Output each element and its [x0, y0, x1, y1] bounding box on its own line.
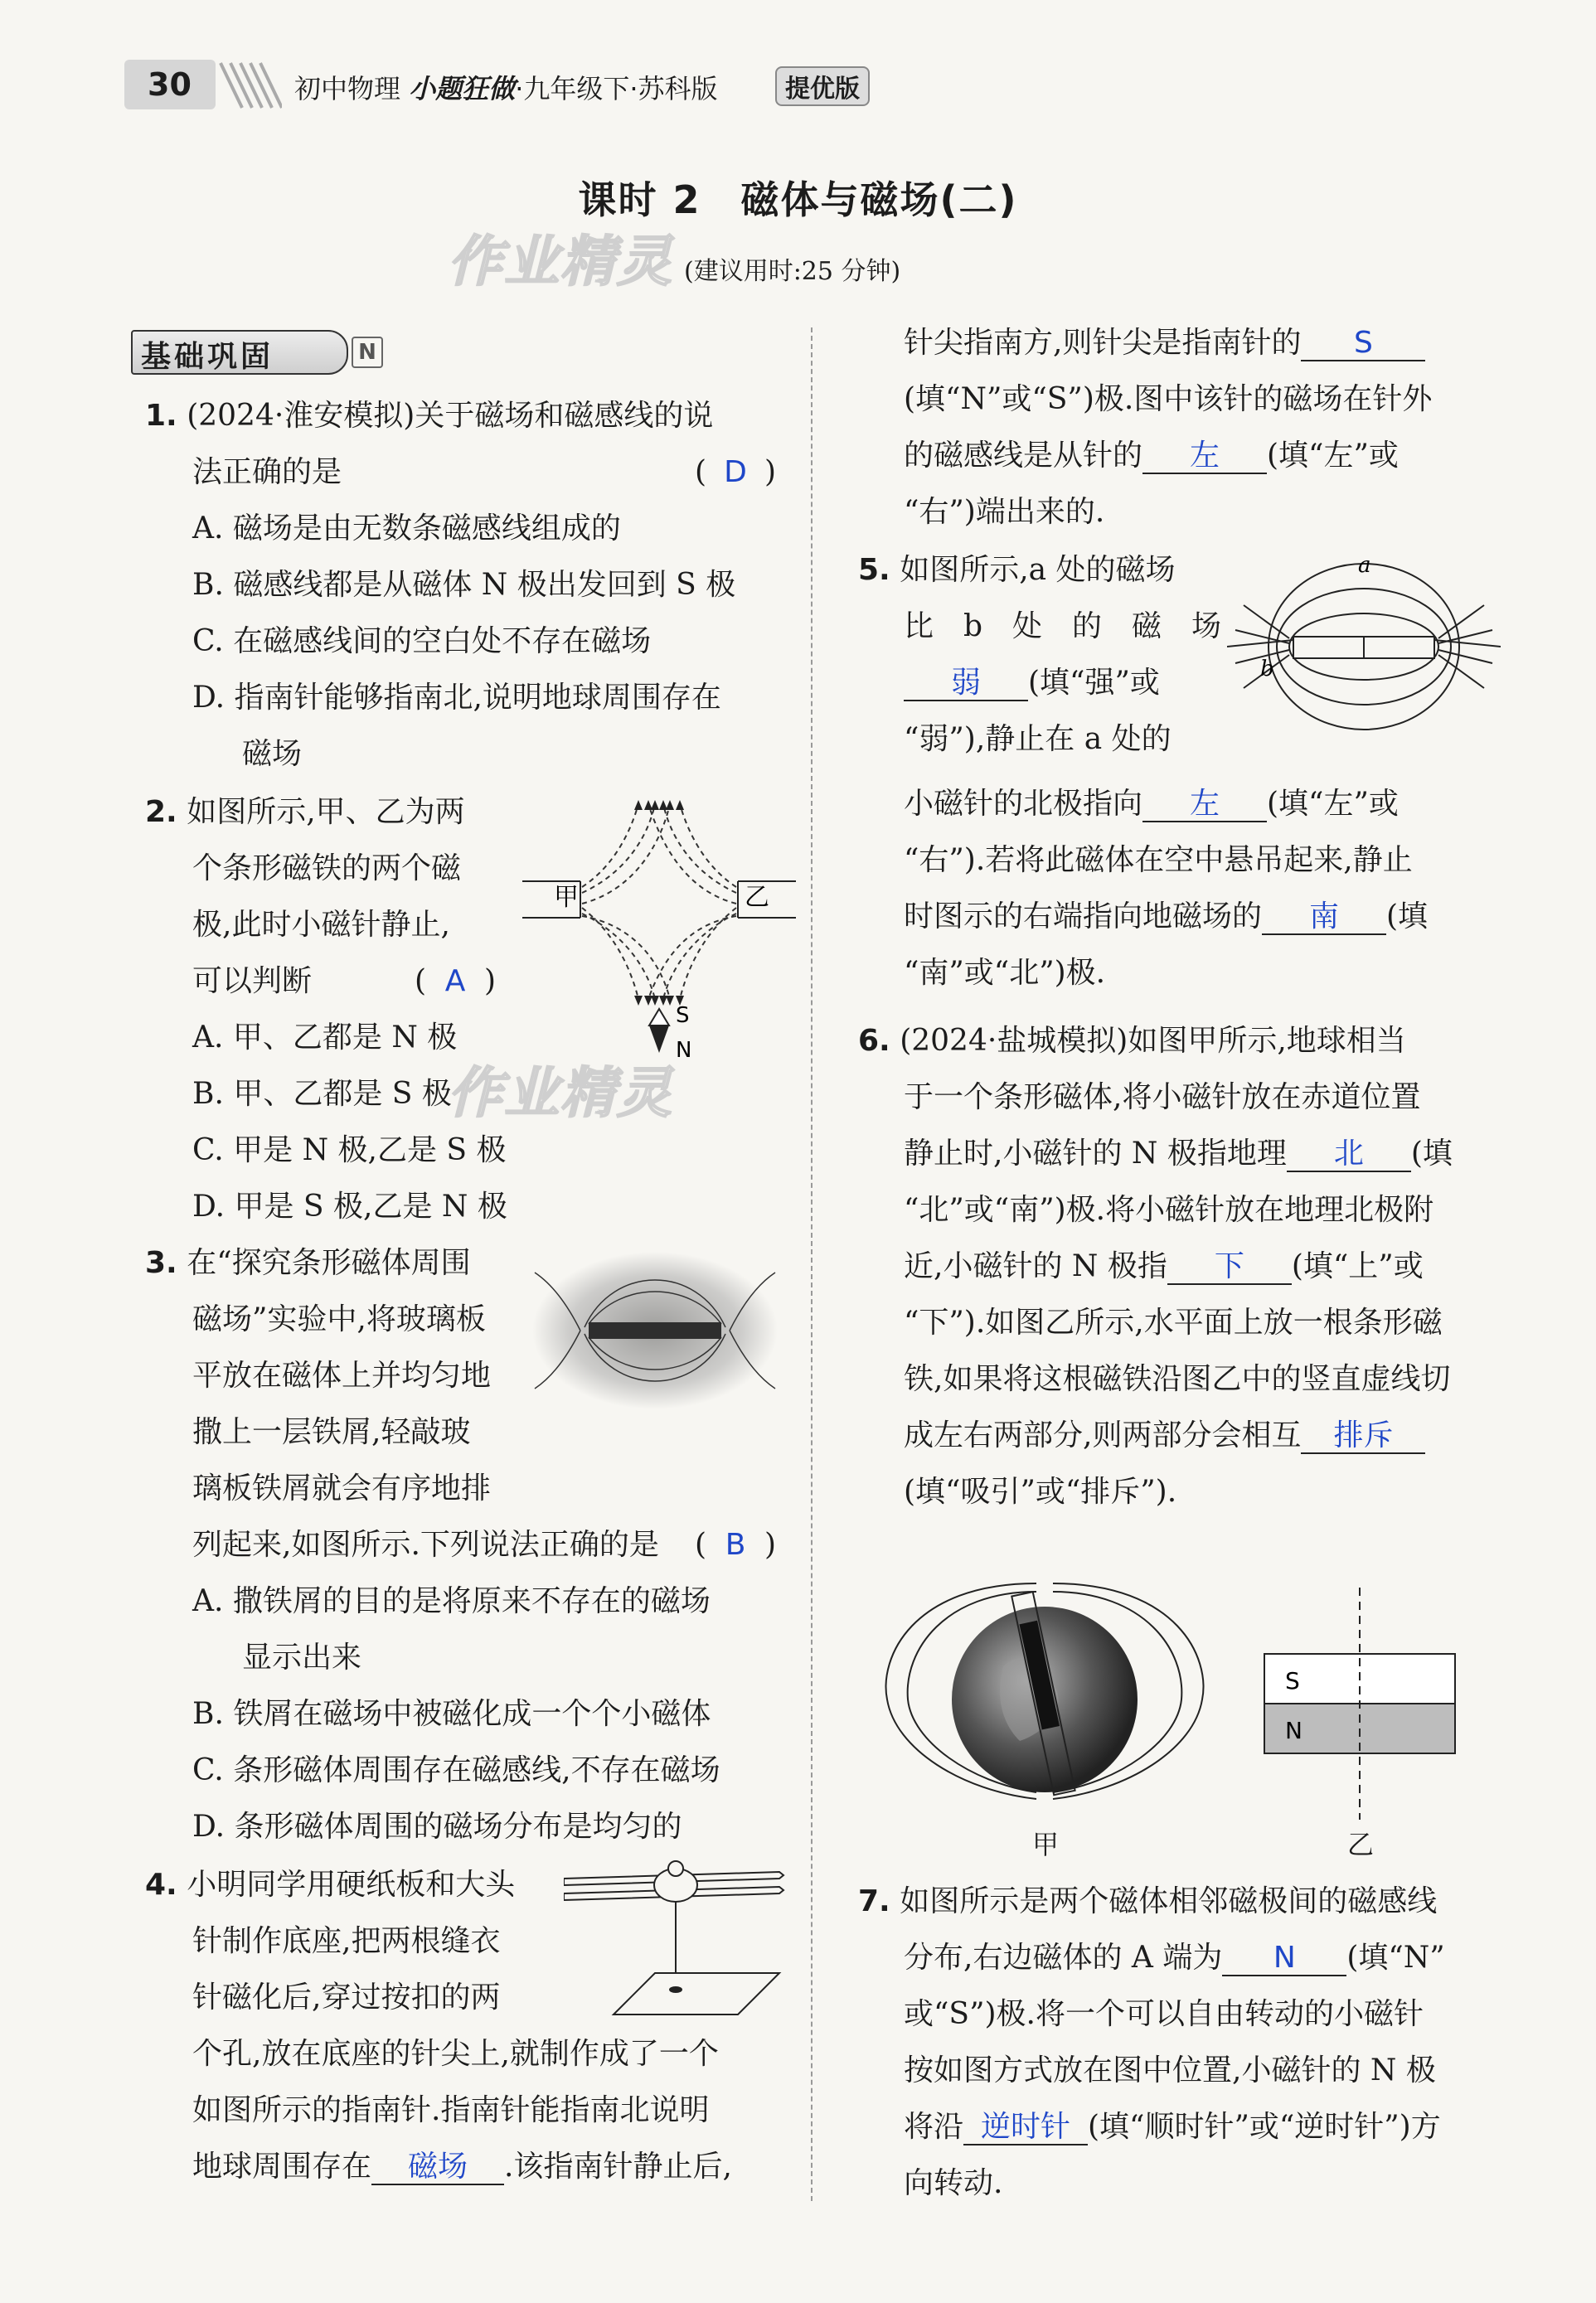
page-number: 30: [148, 66, 192, 103]
label-n: N: [676, 1038, 692, 1063]
q6-bar-magnet-figure: [1252, 1588, 1467, 1820]
q4-stem-4: 个孔,放在底座的针尖上,就制作成了一个: [192, 2037, 719, 2071]
q6-blank-3: 排斥: [1301, 1419, 1425, 1454]
q2-answer: ( A ): [415, 964, 497, 998]
point-b: b: [1260, 657, 1274, 681]
q7-stem-3: 或“S”)极.将一个可以自由转动的小磁针: [904, 1997, 1424, 2031]
label-yi: 乙: [1347, 1829, 1375, 1860]
q2-option-a: A. 甲、乙都是 N 极: [192, 1021, 458, 1055]
q3-iron-filings-figure: [531, 1248, 779, 1413]
brand: 小题狂做: [409, 73, 516, 104]
q6-stem-5: 近,小磁针的 N 极指 下 (填“上”或: [904, 1249, 1424, 1283]
edition-badge: 提优版: [775, 66, 870, 106]
q7-stem-6: 向转动.: [904, 2166, 1003, 2200]
grade: ·九年级下·苏科版: [515, 73, 718, 104]
q5-blank-2: 左: [1142, 788, 1267, 822]
q2-figure: [522, 800, 796, 1065]
q3-stem-6: 列起来,如图所示.下列说法正确的是: [192, 1528, 659, 1562]
label-jia: 甲: [554, 883, 579, 912]
page-title: 课时 2 磁体与磁场(二): [578, 177, 1018, 222]
q6-earth-figure: [879, 1575, 1210, 1824]
header-stripes: [217, 61, 282, 109]
section-label: 基础巩固: [141, 340, 274, 374]
needle-s-end: [649, 1009, 669, 1025]
q4-stem-1: 4. 小明同学用硬纸板和大头: [145, 1868, 516, 1902]
q4-stem-7: 针尖指南方,则针尖是指南针的 S: [904, 323, 1425, 363]
label-yi: 乙: [745, 883, 769, 912]
q3-stem-5: 璃板铁屑就会有序地排: [192, 1471, 492, 1505]
q5-stem-6: “右”).若将此磁体在空中悬吊起来,静止: [904, 843, 1413, 877]
q1-option-d: D. 指南针能够指南北,说明地球周围存在: [192, 681, 721, 715]
q1-option-c: C. 在磁感线间的空白处不存在磁场: [192, 624, 652, 658]
q5-stem-7: 时图示的右端指向地磁场的 南 (填: [904, 899, 1429, 933]
q4-stem-9: 的磁感线是从针的 左 (填“左”或: [904, 439, 1399, 473]
q4-blank-2: S: [1301, 327, 1425, 361]
q4-stem-10: “右”)端出来的.: [904, 495, 1105, 529]
subject: 初中物理: [294, 73, 401, 104]
running-header: [294, 68, 718, 106]
q6-stem-8: 成左右两部分,则两部分会相互 排斥: [904, 1416, 1425, 1456]
q5-blank-3: 南: [1262, 900, 1386, 935]
q2-option-c: C. 甲是 N 极,乙是 S 极: [192, 1133, 507, 1167]
label-jia: 甲: [1032, 1829, 1060, 1860]
q3-option-d: D. 条形磁体周围的磁场分布是均匀的: [192, 1810, 682, 1844]
q6-stem-6: “下”).如图乙所示,水平面上放一根条形磁: [904, 1306, 1443, 1340]
q6-stem-2: 于一个条形磁体,将小磁针放在赤道位置: [904, 1080, 1421, 1114]
q4-compass-figure: [564, 1857, 796, 2023]
q7-stem-4: 按如图方式放在图中位置,小磁针的 N 极: [904, 2053, 1436, 2087]
q7-stem-5: 将沿 逆时针 (填“顺时针”或“逆时针”)方: [904, 2110, 1441, 2144]
q5-stem-8: “南”或“北”)极.: [904, 956, 1106, 990]
q1-option-a: A. 磁场是由无数条磁感线组成的: [192, 512, 621, 545]
q3-option-a: A. 撒铁屑的目的是将原来不存在的磁场: [192, 1584, 711, 1618]
q5-stem-4: “弱”),静止在 a 处的: [904, 722, 1172, 756]
q7-stem-2: 分布,右边磁体的 A 端为 N (填“N”: [904, 1941, 1445, 1975]
q5-stem-1: 5. 如图所示,a 处的磁场: [858, 553, 1176, 587]
q3-stem-2: 磁场”实验中,将玻璃板: [192, 1302, 486, 1336]
q1-stem-1: 1. (2024·淮安模拟)关于磁场和磁感线的说: [145, 399, 714, 433]
q7-blank-2: 逆时针: [963, 2111, 1088, 2145]
label-s: S: [676, 1003, 690, 1028]
q3-option-b: B. 铁屑在磁场中被磁化成一个个小磁体: [192, 1697, 711, 1731]
q3-option-a-cont: 显示出来: [242, 1641, 362, 1675]
q4-stem-8: (填“N”或“S”)极.图中该针的磁场在针外: [904, 382, 1433, 416]
q6-stem-7: 铁,如果将这根磁铁沿图乙中的竖直虚线切: [904, 1362, 1451, 1396]
q3-stem-4: 撒上一层铁屑,轻敲玻: [192, 1415, 471, 1449]
q5-stem-3: 弱 (填“强”或: [904, 663, 1160, 703]
q6-blank-1: 北: [1287, 1137, 1411, 1172]
q2-option-b: B. 甲、乙都是 S 极: [192, 1077, 452, 1111]
column-divider: [811, 327, 813, 2201]
watermark-2: 作业精灵: [448, 1061, 673, 1125]
q1-stem-2: 法正确的是: [192, 455, 342, 489]
q4-stem-6: 地球周围存在 磁场 .该指南针静止后,: [192, 2150, 732, 2184]
label-n: N: [1285, 1717, 1303, 1744]
q3-answer: ( B ): [695, 1528, 777, 1562]
q1-option-d-cont: 磁场: [242, 737, 303, 771]
q2-stem-3: 极,此时小磁针静止,: [192, 908, 450, 942]
q4-stem-2: 针制作底座,把两根缝衣: [192, 1924, 501, 1958]
q2-stem-4: 可以判断: [192, 964, 313, 998]
suggested-time: (建议用时:25 分钟): [684, 257, 901, 286]
q4-stem-3: 针磁化后,穿过按扣的两: [192, 1981, 501, 2015]
bar-magnet: [589, 1322, 721, 1339]
q3-stem-1: 3. 在“探究条形磁体周围: [145, 1246, 471, 1280]
q5-blank-1: 弱: [904, 667, 1028, 701]
q5-field-lines-figure: [1227, 547, 1501, 746]
label-s: S: [1285, 1667, 1300, 1695]
q6-stem-4: “北”或“南”)极.将小磁针放在地理北极附: [904, 1193, 1434, 1227]
q6-stem-3: 静止时,小磁针的 N 极指地理 北 (填: [904, 1137, 1453, 1171]
q2-stem-1: 2. 如图所示,甲、乙为两: [145, 795, 465, 829]
needle-n-end: [649, 1025, 669, 1053]
q5-stem-5: 小磁针的北极指向 左 (填“左”或: [904, 787, 1399, 821]
q6-stem-1: 6. (2024·盐城模拟)如图甲所示,地球相当: [858, 1024, 1406, 1058]
section-badge: N: [352, 337, 383, 368]
q4-stem-5: 如图所示的指南针.指南针能指南北说明: [192, 2093, 710, 2127]
q6-blank-2: 下: [1167, 1250, 1292, 1285]
q4-blank-1: 磁场: [371, 2150, 504, 2185]
q2-stem-2: 个条形磁铁的两个磁: [192, 851, 462, 885]
q4-blank-3: 左: [1142, 439, 1267, 474]
q2-option-d: D. 甲是 S 极,乙是 N 极: [192, 1190, 507, 1224]
q5-stem-2: 比 b 处 的 磁 场: [904, 609, 1222, 643]
q7-blank-1: N: [1222, 1942, 1346, 1976]
q6-stem-9: (填“吸引”或“排斥”).: [904, 1475, 1177, 1509]
q1-option-b: B. 磁感线都是从磁体 N 极出发回到 S 极: [192, 568, 736, 602]
point-a: a: [1358, 553, 1371, 578]
q1-answer: ( D ): [695, 455, 777, 489]
q3-option-c: C. 条形磁体周围存在磁感线,不存在磁场: [192, 1753, 720, 1787]
watermark: 作业精灵: [448, 230, 673, 293]
q3-stem-3: 平放在磁体上并均匀地: [192, 1359, 492, 1393]
q7-stem-1: 7. 如图所示是两个磁体相邻磁极间的磁感线: [858, 1884, 1438, 1918]
